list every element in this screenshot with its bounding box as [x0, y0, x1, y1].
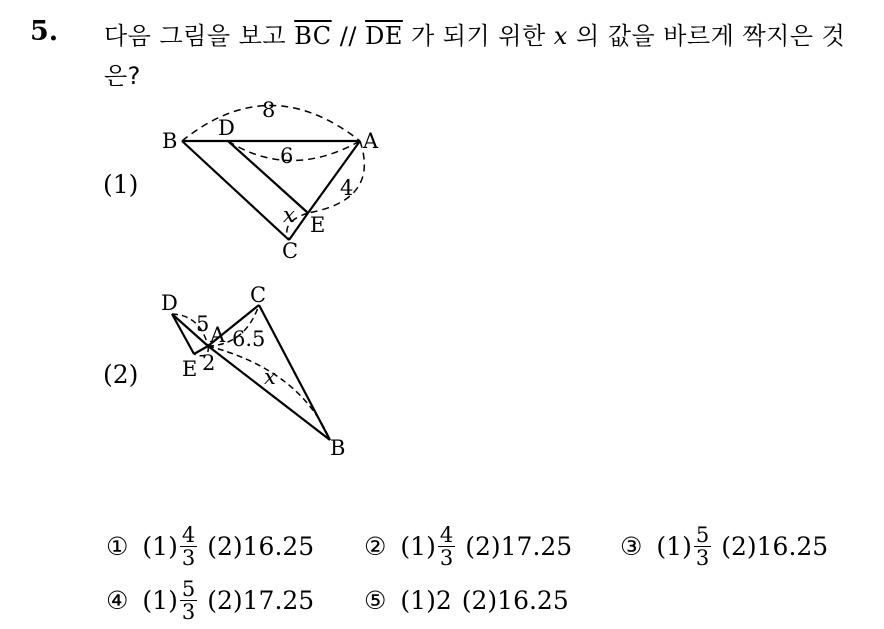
- choice-3-denominator: 3: [695, 546, 710, 570]
- choice-4-denominator: 3: [181, 600, 196, 624]
- choice-1-numerator: 4: [181, 523, 196, 547]
- choice-2-fraction: [438, 524, 455, 569]
- choice-5-part1: (1)2: [400, 586, 452, 615]
- fig1-length-ec: x: [283, 203, 295, 227]
- fig1-segment-de: [228, 141, 308, 213]
- choice-1-denominator: 3: [181, 546, 196, 570]
- choice-5[interactable]: [364, 586, 569, 615]
- choice-1-fraction: [180, 524, 197, 569]
- choice-2-part1: (1): [400, 532, 436, 561]
- fig2-length-ac: 6.5: [232, 327, 266, 351]
- choice-4[interactable]: [106, 578, 314, 623]
- segment-de: $\overline{DE}$: [365, 22, 403, 50]
- choice-3[interactable]: [620, 524, 828, 569]
- choice-4-part2: (2)17.25: [207, 586, 315, 615]
- fig2-point-e: E: [182, 357, 198, 381]
- choice-3-part1: (1): [656, 532, 692, 561]
- choice-2-numerator: 4: [439, 523, 454, 547]
- fig2-point-d: D: [161, 291, 178, 315]
- fig1-point-d: D: [218, 116, 235, 140]
- fig1-segment-bc: [182, 141, 289, 240]
- fig1-point-a: A: [363, 129, 379, 153]
- choice-5-symbol: ⑤: [364, 586, 387, 615]
- fig1-point-e: E: [310, 213, 326, 237]
- fig2-point-a: A: [210, 323, 226, 347]
- figure2-label: (2): [103, 360, 139, 389]
- segment-bc: $\overline{BC}$: [294, 22, 332, 50]
- fig2-length-ae: 2: [202, 351, 216, 375]
- choice-2-symbol: ②: [364, 532, 387, 561]
- choice-1-part2: (2)16.25: [207, 532, 315, 561]
- figure1-diagram: [182, 106, 364, 241]
- choice-1[interactable]: [106, 524, 314, 569]
- fig1-length-da: 6: [280, 144, 294, 168]
- fig1-point-c: C: [282, 239, 299, 263]
- choice-3-part2: (2)16.25: [721, 532, 829, 561]
- question-text-part3: 의 값을 바르게 짝지은 것은?: [104, 22, 846, 90]
- fig2-length-da: 5: [196, 312, 210, 336]
- fig2-segment-ab: [208, 346, 330, 440]
- fig1-length-ae: 4: [340, 176, 354, 200]
- variable-x: x: [553, 22, 568, 50]
- fig1-length-ba: 8: [262, 98, 276, 122]
- choice-5-part2: (2)16.25: [461, 586, 569, 615]
- choice-2-denominator: 3: [439, 546, 454, 570]
- choice-3-symbol: ③: [620, 532, 643, 561]
- choice-2[interactable]: [364, 524, 572, 569]
- parallel-symbol: //: [331, 22, 366, 50]
- fig2-point-b: B: [330, 436, 346, 460]
- choice-2-part2: (2)17.25: [465, 532, 573, 561]
- figure1-label: (1): [103, 170, 139, 199]
- choice-4-symbol: ④: [106, 586, 129, 615]
- question-text-part1: 다음 그림을 보고: [104, 22, 295, 50]
- choice-4-part1: (1): [142, 586, 178, 615]
- fig2-point-c: C: [250, 283, 267, 307]
- choice-4-numerator: 5: [181, 577, 196, 601]
- choice-3-fraction: [694, 524, 711, 569]
- question-number: 5.: [30, 16, 59, 47]
- choice-4-fraction: [180, 578, 197, 623]
- choice-1-symbol: ①: [106, 532, 129, 561]
- choice-1-part1: (1): [142, 532, 178, 561]
- fig2-segment-de: [172, 314, 194, 354]
- fig2-length-ab: x: [264, 365, 276, 389]
- fig1-point-b: B: [162, 129, 178, 153]
- choice-3-numerator: 5: [695, 523, 710, 547]
- question-text-part2: 가 되기 위한: [402, 22, 554, 50]
